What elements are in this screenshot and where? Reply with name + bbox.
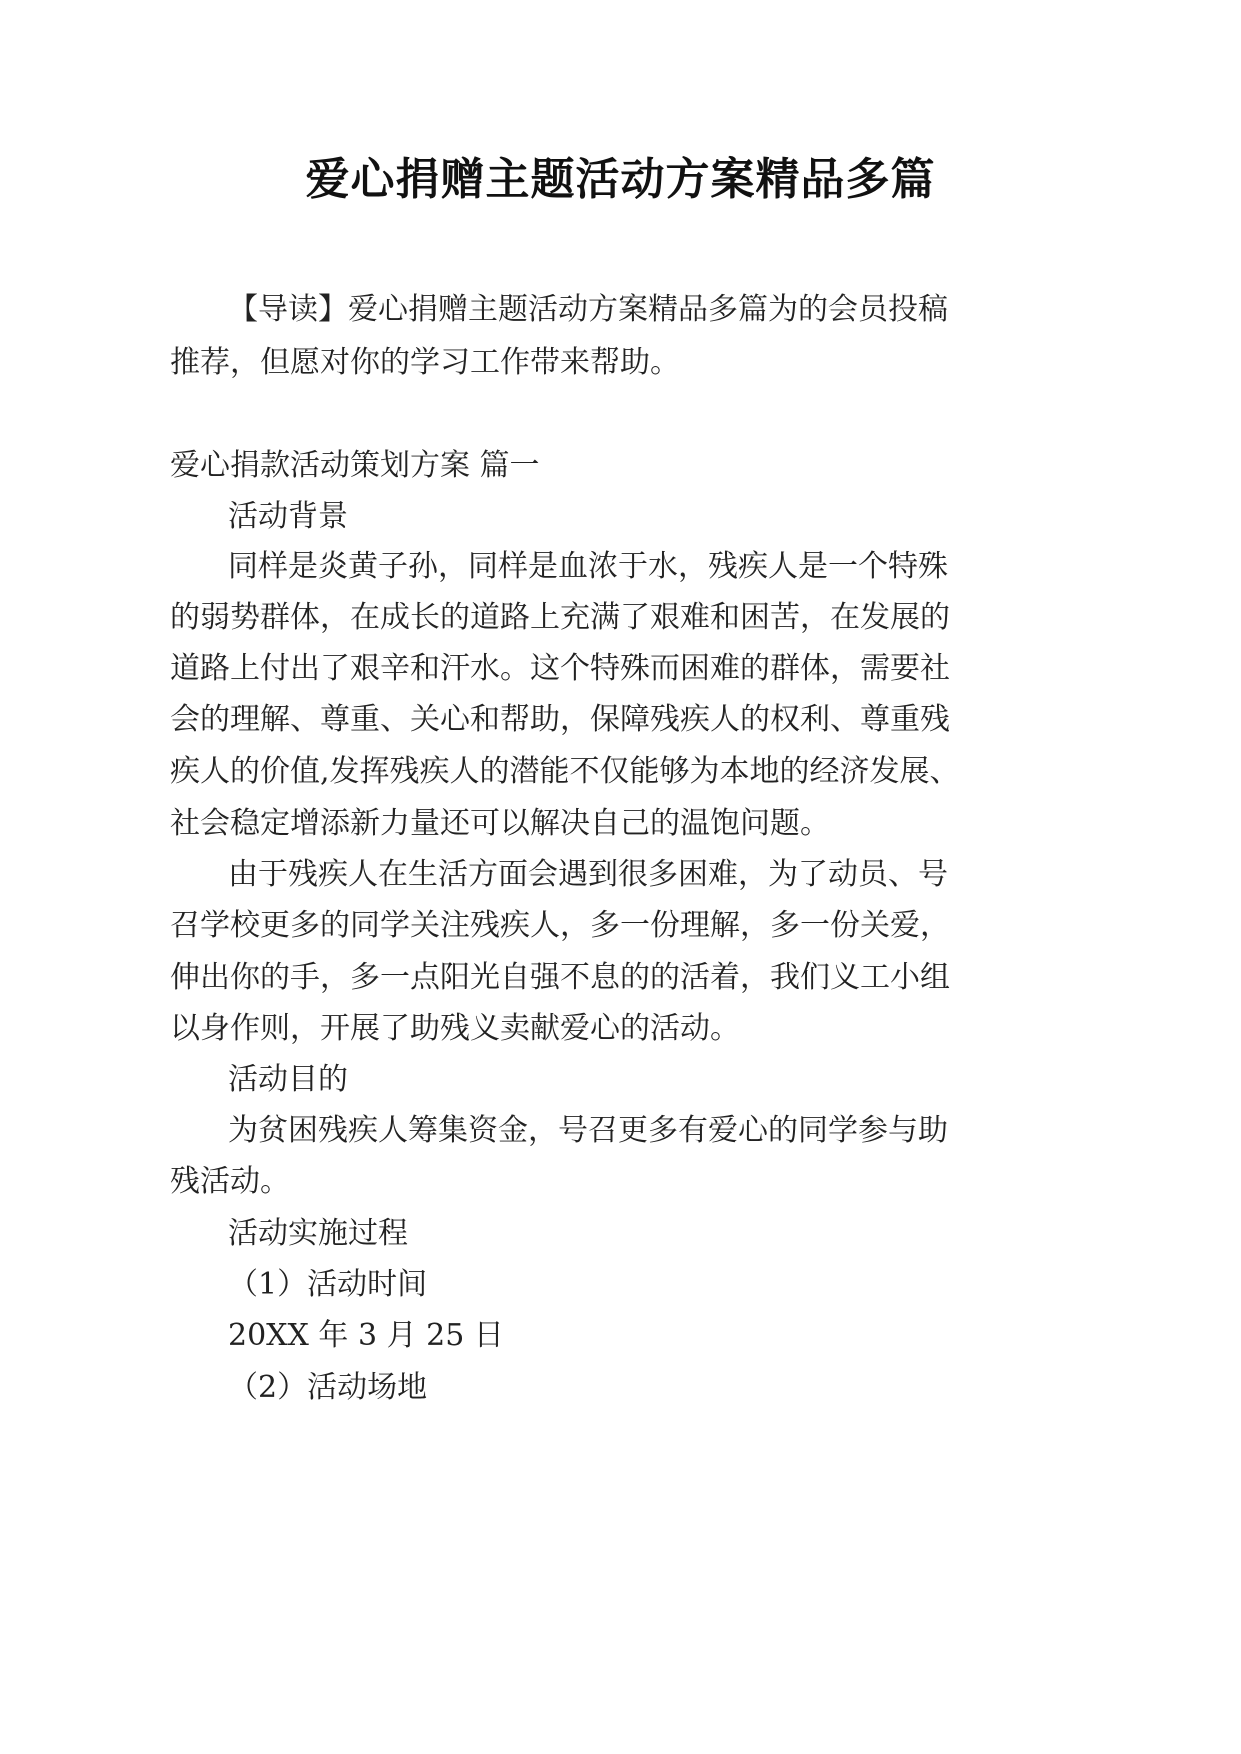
body-line: 的弱势群体，在成长的道路上充满了艰难和困苦，在发展的 [170,600,950,635]
date-line: 20XX 年 3 月 25 日 [228,1318,504,1353]
body-line: 伸出你的手，多一点阳光自强不息的的活着，我们义工小组 [170,960,950,995]
body-line: 残活动。 [170,1164,290,1199]
body-line: 会的理解、尊重、关心和帮助，保障残疾人的权利、尊重残 [170,702,950,737]
body-line: 以身作则，开展了助残义卖献爱心的活动。 [170,1011,740,1046]
body-line: 召学校更多的同学关注残疾人，多一份理解，多一份关爱， [170,908,950,943]
body-line: 由于残疾人在生活方面会遇到很多困难，为了动员、号 [228,857,948,892]
body-line: 道路上付出了艰辛和汗水。这个特殊而困难的群体，需要社 [170,651,950,686]
intro-line-1: 【导读】爱心捐赠主题活动方案精品多篇为的会员投稿 [228,292,948,327]
list-item-venue: （2）活动场地 [228,1370,428,1405]
body-line: 同样是炎黄子孙，同样是血浓于水，残疾人是一个特殊 [228,549,948,584]
section-heading: 爱心捐款活动策划方案 篇一 [170,448,540,483]
intro-line-2: 推荐，但愿对你的学习工作带来帮助。 [170,345,680,380]
subheading-process: 活动实施过程 [228,1216,408,1251]
list-item-time: （1）活动时间 [228,1267,428,1302]
body-line: 社会稳定增添新力量还可以解决自己的温饱问题。 [170,806,830,841]
subheading-purpose: 活动目的 [228,1062,348,1097]
body-line: 疾人的价值,发挥残疾人的潜能不仅能够为本地的经济发展、 [170,754,960,789]
body-line: 为贫困残疾人筹集资金，号召更多有爱心的同学参与助 [228,1113,948,1148]
document-title: 爱心捐赠主题活动方案精品多篇 [305,154,936,205]
subheading-background: 活动背景 [228,499,348,534]
